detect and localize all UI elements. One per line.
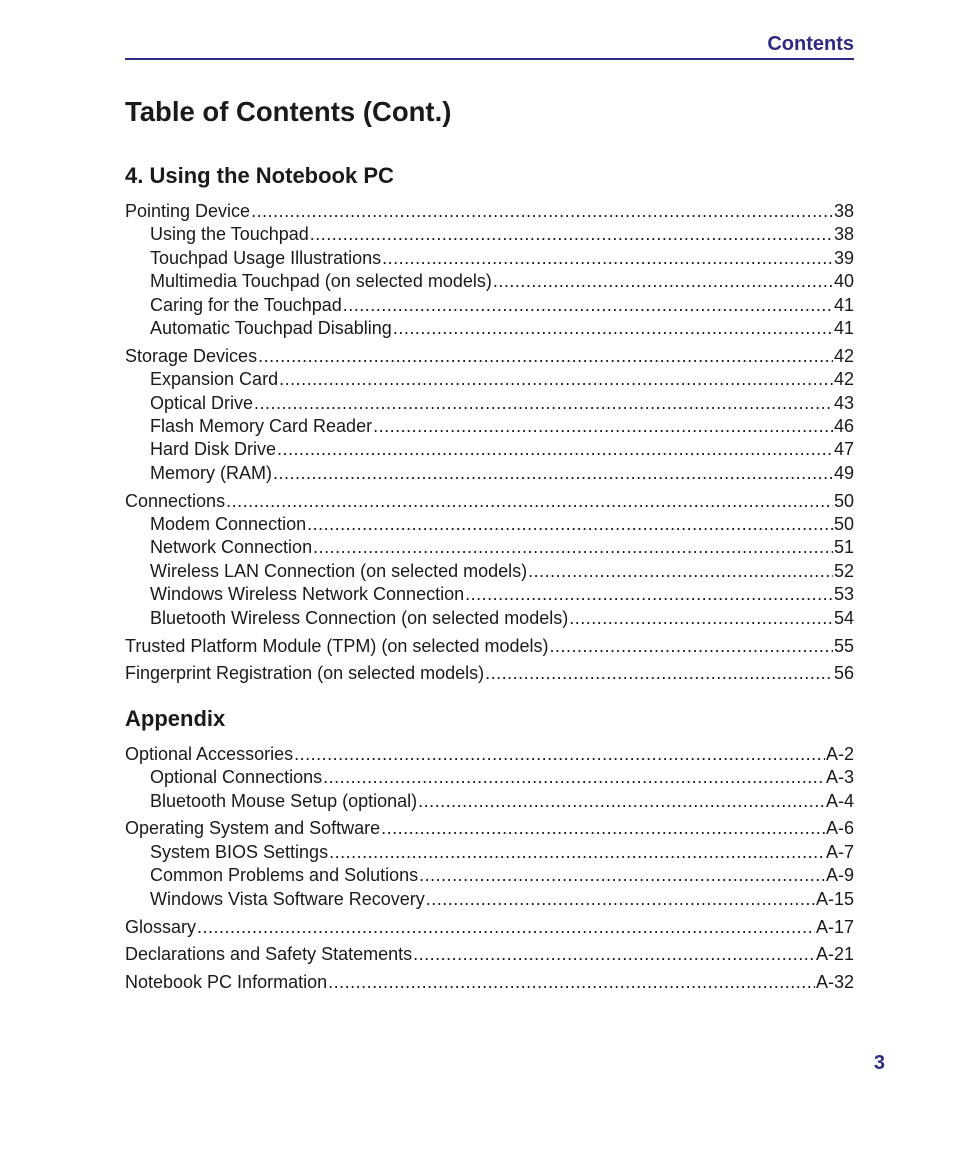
toc-entry-page: 50 [833, 490, 854, 511]
toc-entry-label: Trusted Platform Module (TPM) (on selected models) [125, 635, 549, 656]
dot-leader [277, 438, 833, 461]
toc-entry-label: Glossary [125, 916, 197, 937]
toc-entry-page: 42 [833, 345, 854, 366]
toc-section [125, 162, 854, 686]
toc-group [125, 916, 854, 939]
toc-entry-page: A-21 [815, 944, 854, 965]
toc-entry-page: 50 [833, 514, 854, 535]
toc-entry-label: Touchpad Usage Illustrations [150, 247, 382, 268]
toc-subentry[interactable] [125, 790, 854, 813]
dot-leader [323, 766, 825, 789]
toc-entry-label: Caring for the Touchpad [150, 294, 342, 315]
dot-leader [528, 560, 833, 583]
toc-entry-page: 42 [833, 369, 854, 390]
toc-group [125, 943, 854, 966]
dot-leader [485, 662, 833, 685]
dot-leader [251, 200, 833, 223]
toc-content [125, 95, 854, 999]
toc-group [125, 817, 854, 911]
toc-entry-label: Declarations and Safety Statements [125, 944, 413, 965]
toc-entry-label: Wireless LAN Connection (on selected models) [150, 560, 528, 581]
toc-group [125, 743, 854, 813]
dot-leader [310, 223, 833, 246]
toc-entry-page: A-17 [815, 916, 854, 937]
toc-entry-label: Storage Devices [125, 345, 258, 366]
dot-leader [279, 368, 833, 391]
dot-leader [328, 971, 815, 994]
toc-entry-label: Memory (RAM) [150, 462, 272, 483]
toc-subentry[interactable] [125, 438, 854, 461]
toc-entry-label: Network Connection [150, 537, 313, 558]
header-divider [125, 58, 854, 60]
dot-leader [307, 513, 833, 536]
dot-leader [373, 415, 833, 438]
toc-entry-page: 54 [833, 607, 854, 628]
toc-entry-label: Windows Wireless Network Connection [150, 584, 465, 605]
dot-leader [382, 247, 833, 270]
toc-entry-page: 56 [833, 663, 854, 684]
toc-entry-page: A-2 [825, 743, 854, 764]
dot-leader [273, 462, 833, 485]
toc-entry-label: Windows Vista Software Recovery [150, 888, 425, 909]
toc-entry-page: 53 [833, 584, 854, 605]
toc-entry-page: A-4 [825, 790, 854, 811]
toc-entry-label: Bluetooth Wireless Connection (on selected models) [150, 607, 569, 628]
toc-subentry[interactable] [125, 888, 854, 911]
toc-entry-page: 41 [833, 294, 854, 315]
toc-entry[interactable] [125, 971, 854, 994]
toc-entry-page: 39 [833, 247, 854, 268]
toc-entry[interactable] [125, 916, 854, 939]
toc-entry-page: A-9 [825, 865, 854, 886]
toc-group [125, 635, 854, 658]
toc-entry-label: Optical Drive [150, 392, 254, 413]
dot-leader [418, 790, 825, 813]
toc-entry-label: Fingerprint Registration (on selected models) [125, 663, 485, 684]
dot-leader [413, 943, 815, 966]
toc-entry-page: 40 [833, 271, 854, 292]
toc-group [125, 345, 854, 485]
dot-leader [329, 841, 825, 864]
dot-leader [254, 392, 833, 415]
toc-subentry[interactable] [125, 294, 854, 317]
toc-entry-label: Connections [125, 490, 226, 511]
toc-entry-label: Optional Accessories [125, 743, 294, 764]
toc-group [125, 490, 854, 630]
dot-leader [258, 345, 833, 368]
toc-entry[interactable] [125, 635, 854, 658]
section-title: Appendix [125, 705, 226, 731]
toc-sections [125, 162, 854, 995]
dot-leader [549, 635, 832, 658]
toc-subentry[interactable] [125, 223, 854, 246]
toc-entry-page: A-32 [815, 972, 854, 993]
toc-entry-label: Multimedia Touchpad (on selected models) [150, 271, 492, 292]
toc-entry-page: A-3 [825, 767, 854, 788]
toc-entry-page: 41 [833, 317, 854, 338]
page-number: 3 [873, 1052, 885, 1074]
toc-entry[interactable] [125, 490, 854, 513]
toc-subentry[interactable] [125, 247, 854, 270]
toc-entry-label: System BIOS Settings [150, 841, 329, 862]
toc-entry-page: 38 [833, 224, 854, 245]
toc-entry-label: Hard Disk Drive [150, 439, 277, 460]
toc-entry-label: Optional Connections [150, 767, 323, 788]
toc-entry-label: Common Problems and Solutions [150, 865, 419, 886]
dot-leader [569, 607, 833, 630]
dot-leader [313, 536, 833, 559]
running-header: Contents [767, 33, 854, 55]
toc-entry-label: Notebook PC Information [125, 972, 328, 993]
toc-subentry[interactable] [125, 560, 854, 583]
toc-subentry[interactable] [125, 607, 854, 630]
toc-subentry[interactable] [125, 415, 854, 438]
toc-subentry[interactable] [125, 766, 854, 789]
toc-subentry[interactable] [125, 368, 854, 391]
toc-entry-label: Operating System and Software [125, 818, 381, 839]
toc-entry-page: A-15 [815, 888, 854, 909]
toc-entry[interactable] [125, 943, 854, 966]
toc-entry-page: 38 [833, 201, 854, 221]
toc-entry[interactable] [125, 662, 854, 685]
dot-leader [493, 270, 833, 293]
toc-subentry[interactable] [125, 462, 854, 485]
toc-entry-page: 49 [833, 462, 854, 483]
section-title: 4. Using the Notebook PC [125, 163, 394, 188]
page-title: Table of Contents (Cont.) [125, 96, 452, 127]
toc-subentry[interactable] [125, 864, 854, 887]
toc-entry[interactable] [125, 200, 854, 223]
toc-subentry[interactable] [125, 583, 854, 606]
toc-entry-page: 52 [833, 560, 854, 581]
toc-entry-page: 43 [833, 392, 854, 413]
toc-entry-page: 51 [833, 537, 854, 558]
toc-entry-page: 55 [833, 635, 854, 656]
toc-entry-page: A-7 [825, 841, 854, 862]
dot-leader [197, 916, 815, 939]
dot-leader [419, 864, 825, 887]
toc-group [125, 662, 854, 685]
toc-group [125, 971, 854, 994]
toc-entry-page: A-6 [825, 818, 854, 839]
toc-entry-label: Automatic Touchpad Disabling [150, 317, 392, 338]
dot-leader [226, 490, 833, 513]
dot-leader [393, 317, 833, 340]
toc-group [125, 200, 854, 340]
toc-entry-label: Expansion Card [150, 369, 279, 390]
toc-subentry[interactable] [125, 270, 854, 293]
toc-entry-label: Pointing Device [125, 201, 251, 221]
toc-entry[interactable] [125, 345, 854, 368]
toc-section [125, 705, 854, 995]
toc-entry-page: 47 [833, 439, 854, 460]
toc-entry-label: Modem Connection [150, 514, 307, 535]
toc-entry-label: Flash Memory Card Reader [150, 416, 373, 437]
toc-entry[interactable] [125, 817, 854, 840]
toc-entry-label: Using the Touchpad [150, 224, 309, 245]
toc-subentry[interactable] [125, 841, 854, 864]
dot-leader [465, 583, 833, 606]
toc-subentry[interactable] [125, 392, 854, 415]
toc-subentry[interactable] [125, 536, 854, 559]
toc-entry-label: Bluetooth Mouse Setup (optional) [150, 790, 418, 811]
dot-leader [343, 294, 833, 317]
toc-subentry[interactable] [125, 317, 854, 340]
dot-leader [294, 743, 825, 766]
toc-entry-page: 46 [833, 416, 854, 437]
toc-subentry[interactable] [125, 513, 854, 536]
dot-leader [381, 817, 825, 840]
toc-entry[interactable] [125, 743, 854, 766]
dot-leader [426, 888, 815, 911]
